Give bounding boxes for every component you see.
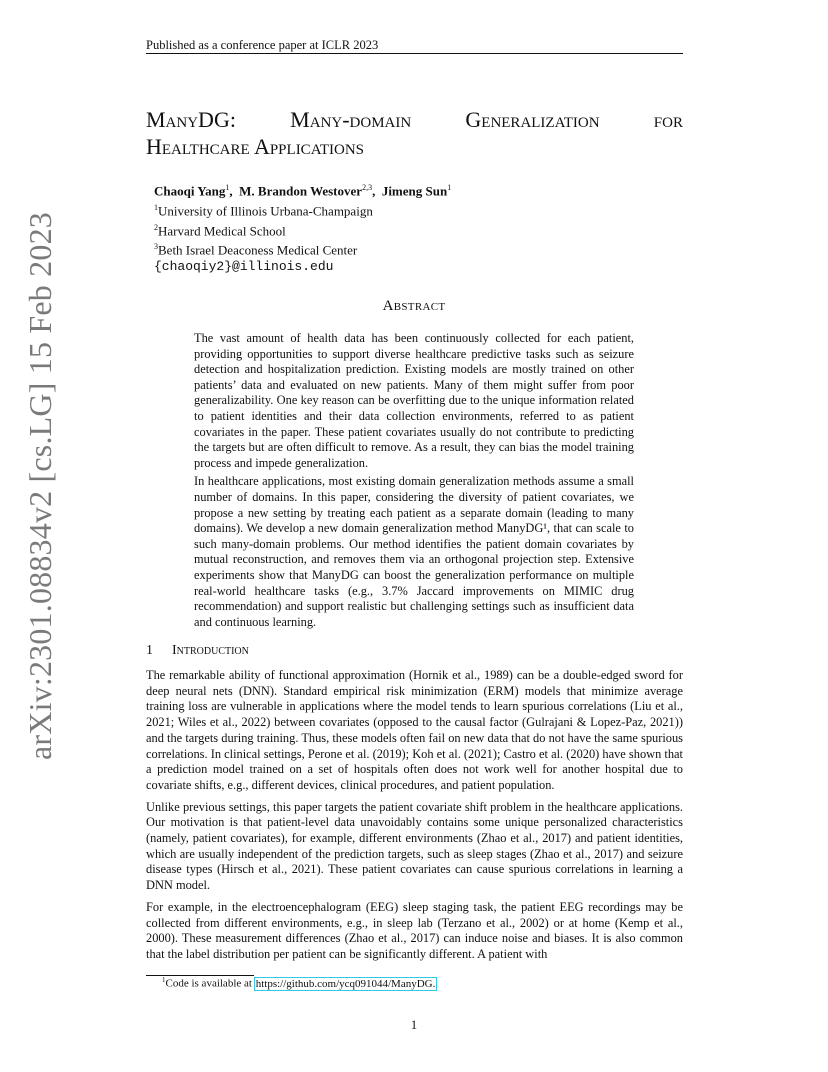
section-heading [146,643,249,659]
title-word: Many-domain [290,107,412,132]
arxiv-side-stamp: arXiv:2301.08834v2 [cs.LG] 15 Feb 2023 [22,212,58,760]
title-word: for [653,107,683,132]
author-name: Jimeng Sun [381,183,448,199]
title-word: Generalization [465,107,600,132]
abstract-heading: Abstract [382,298,446,314]
body-paragraph: For example, in the electroencephalogram (EEG) sleep staging task, the patient EEG recordings may be collected from different environments, e.g., in sleep lab (Terzano et al., 2002) or at home (Kemp et al., 2000). These measurement differences (Zhao et al., 2017) can induce noise and biases. It is also common that the label distribution per patient can be significantly different. A patient with [146,899,683,961]
affiliation: $^3$Beth Israel Deaconess Medical Center [154,242,358,258]
header-rule [146,53,683,54]
paper-title [146,106,683,160]
body-paragraph: Unlike previous settings, this paper targets the patient covariate shift problem in the healthcare applications. Our motivation is that patient-level data unavoidably contains some unique personalized characteristics (namely, patient covariates), for example, different environments (Zhao et al., 2017) and patient identities, which are usually independent of the prediction targets, such as sleep stages (Zhao et al., 2017) and seizure disease types (Hirsch et al., 2021). These patient covariates can cause spurious correlations in learning a DNN model. [146,799,683,893]
author-block [154,180,451,276]
abstract-body [194,331,634,633]
page-number: 1 [410,1018,418,1032]
affiliation: $^1$University of Illinois Urbana-Champaign [154,202,373,219]
footnote-mark: 1 [162,976,166,984]
section-number: 1 [146,643,153,658]
section-title: Introduction [172,643,249,658]
footnote-text: Code is available at [165,977,252,990]
footnote [162,976,436,990]
author-sup: 2,3 [362,183,373,192]
author-names: Chaoqi Yang$^1$, M. Brandon Westover$^{2,3}$, Jimeng Sun$^1$ [154,183,452,199]
affiliation: $^2$Harvard Medical School [154,222,286,238]
author-name: Chaoqi Yang [154,183,226,199]
abstract-paragraph: The vast amount of health data has been continuously collected for each patient, providing opportunities to support diverse healthcare predictive tasks such as seizure detection and hospitalization prediction. Existing models are mostly trained on other patients’ data and evaluated on new patients. Many of them might suffer from poor generalizability. One key reason can be overfitting due to the unique information related to patient identities and their data collection environments, referred to as patient covariates in the paper. These patient covariates usually do not contribute to predicting the targets but are often difficult to remove. As a result, they can bias the model training process and impede generalization. [194,331,634,470]
author-name: M. Brandon Westover [239,183,363,199]
title-word: ManyDG: [146,107,236,132]
author-sup: 1 [447,183,452,192]
running-head: Published as a conference paper at ICLR 2023 [146,38,379,52]
author-email[interactable]: {chaoqiy2}@illinois.edu [154,259,334,275]
introduction-body [146,668,683,969]
author-sup: 1 [225,183,230,192]
title-line-2: Healthcare Applications [146,134,365,159]
code-url-link[interactable]: https://github.com/ycq091044/ManyDG. [255,977,436,990]
abstract-paragraph: In healthcare applications, most existing domain generalization methods assume a small number of domains. In this paper, considering the diversity of patient covariates, we propose a new setting by treating each patient as a separate domain (leading to many domains). We develop a new domain generalization method ManyDG¹, that can scale to such many-domain problems. Our method identifies the patient domain covariates by mutual reconstruction, and removes them via an orthogonal projection step. Extensive experiments show that ManyDG can boost the generalization performance on multiple real-world healthcare tasks (e.g., 3.7% Jaccard improvements on MIMIC drug recommendation) and support realistic but challenging settings such as insufficient data and continuous learning. [194,474,634,629]
body-paragraph: The remarkable ability of functional approximation (Hornik et al., 1989) can be a double-edged sword for deep neural nets (DNN). Standard empirical risk minimization (ERM) models that minimize average training loss are vulnerable in applications where the model tends to learn spurious correlations (Liu et al., 2021; Wiles et al., 2022) between covariates (opposed to the causal factor (Gulrajani & Lopez-Paz, 2021)) and the targets during training. Thus, these models often fail on new data that do not have the same spurious correlations. In clinical settings, Perone et al. (2019); Koh et al. (2021); Castro et al. (2020) have shown that a prediction model trained on a set of hospitals often does not work well for another hospital due to covariate shifts, e.g., different devices, clinical procedures, and patient population. [146,668,683,792]
